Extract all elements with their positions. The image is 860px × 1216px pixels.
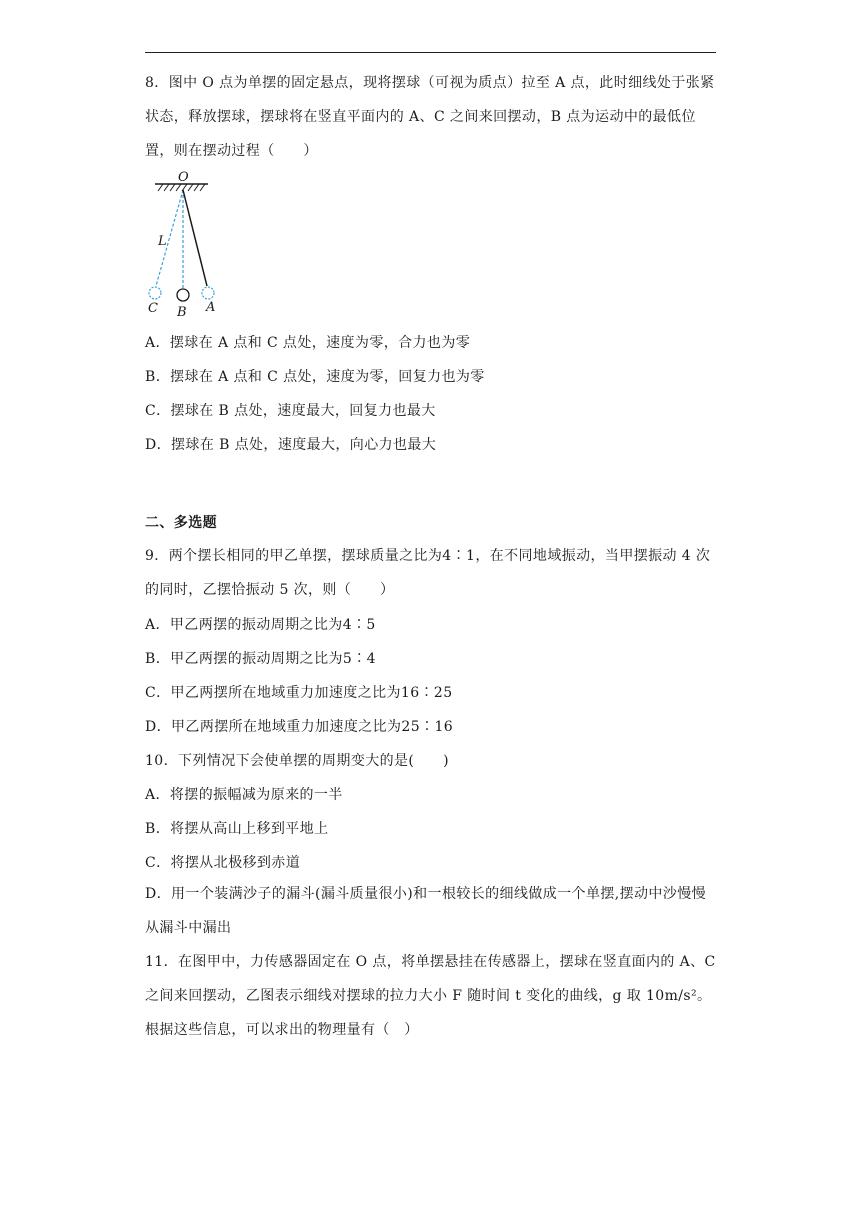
q8-option-a: A．摆球在 A 点和 C 点处，速度为零，合力也为零: [145, 335, 471, 351]
q10-option-d: D．用一个装满沙子的漏斗(漏斗质量很小)和一根较长的细线做成一个单摆,摆动中沙慢慢从漏斗中漏出: [145, 886, 706, 936]
bob-B: [177, 289, 189, 301]
q11-stem: 11．在图甲中，力传感器固定在 O 点，将单摆悬挂在传感器上，摆球在竖直面内的 A、C 之间来回摆动，乙图表示细线对摆球的拉力大小 F 随时间 t 变化的曲线，g 取 10m/s²。根据这些信息，可以求出的物理量有（ ）: [145, 954, 716, 1038]
q10-option-b: B．将摆从高山上移到平地上: [145, 821, 329, 837]
header-rule: [145, 52, 716, 53]
bob-C: [149, 287, 161, 299]
section-title: 二、多选题: [145, 515, 217, 531]
label-B: B: [177, 305, 187, 320]
q9-option-d: D．甲乙两摆所在地域重力加速度之比为25∶16: [145, 719, 454, 735]
q10-option-a: A．将摆的振幅减为原来的一半: [145, 787, 343, 803]
pendulum-figure: [140, 170, 230, 320]
q9-option-b: B．甲乙两摆的振动周期之比为5∶4: [145, 651, 376, 667]
q8-option-d: D．摆球在 B 点处，速度最大，向心力也最大: [145, 437, 437, 453]
label-O: O: [178, 170, 189, 185]
label-A: A: [206, 300, 216, 315]
q9-option-a: A．甲乙两摆的振动周期之比为4∶5: [145, 617, 376, 633]
label-C: C: [148, 301, 158, 316]
q9-stem: 9．两个摆长相同的甲乙单摆，摆球质量之比为4∶1，在不同地域振动，当甲摆振动 4 次的同时，乙摆恰振动 5 次，则（ ）: [145, 548, 711, 598]
label-L: L: [158, 234, 167, 249]
q10-stem: 10．下列情况下会使单摆的周期变大的是( ): [145, 753, 449, 769]
ceiling-hatch: [158, 184, 205, 191]
string-to-A: [183, 190, 207, 286]
q8-option-b: B．摆球在 A 点和 C 点处，速度为零，回复力也为零: [145, 369, 485, 385]
q9-option-c: C．甲乙两摆所在地域重力加速度之比为16∶25: [145, 685, 453, 701]
bob-A: [202, 287, 214, 299]
q10-option-c: C．将摆从北极移到赤道: [145, 855, 301, 871]
q8-option-c: C．摆球在 B 点处，速度最大，回复力也最大: [145, 403, 436, 419]
q8-stem: 8．图中 O 点为单摆的固定悬点，现将摆球（可视为质点）拉至 A 点，此时细线处于张紧状态，释放摆球，摆球将在竖直平面内的 A、C 之间来回摆动，B 点为运动中的最低位置，则在摆动过程（ ）: [145, 75, 715, 159]
